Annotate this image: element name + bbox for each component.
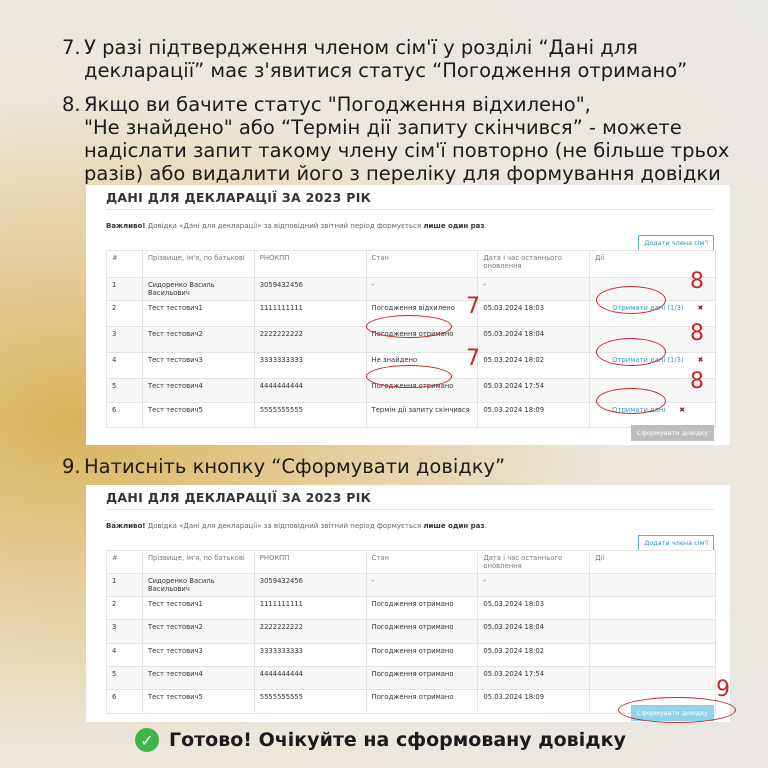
column-header: # [107, 551, 143, 574]
warning-emphasis: лише один раз [423, 222, 485, 230]
member-rnokpp: 2222222222 [254, 327, 366, 353]
row-number: 1 [107, 574, 143, 597]
annotation-number: 8 [690, 269, 704, 294]
member-status: Погодження отримано [366, 327, 478, 353]
member-rnokpp: 3059432456 [254, 574, 366, 597]
warning-text [106, 222, 487, 230]
last-update: - [478, 278, 590, 301]
table-row [107, 667, 716, 690]
add-family-member-button[interactable]: Додати члена сім'ї [638, 235, 714, 251]
row-number: 4 [107, 644, 143, 667]
divider [106, 209, 714, 210]
delete-icon[interactable]: ✖ [697, 356, 704, 364]
get-data-link[interactable]: Отримати дані (1/3) [612, 356, 684, 364]
table-row [107, 574, 716, 597]
member-name: Тест тестович4 [142, 667, 254, 690]
generate-certificate-button[interactable]: Сформувати довідку [631, 705, 714, 721]
delete-icon[interactable]: ✖ [697, 304, 704, 312]
annotation-number: 8 [690, 321, 704, 346]
add-family-member-button[interactable]: Додати члена сім'ї [638, 535, 714, 551]
divider [106, 509, 714, 510]
step-text: "Не знайдено" або “Термін дії запиту скінчився” - можете [84, 116, 682, 139]
member-rnokpp: 5555555555 [254, 403, 366, 428]
member-status: Погодження отримано [366, 667, 478, 690]
warning-text [106, 522, 487, 530]
member-status: Погодження отримано [366, 620, 478, 644]
step-8 [62, 93, 729, 185]
member-name: Сидоренко Василь Васильович [142, 278, 254, 301]
last-update: 05.03.2024 18:02 [478, 644, 590, 667]
warning-label: Важливо! [106, 522, 146, 530]
member-rnokpp: 2222222222 [254, 620, 366, 644]
annotation-number: 9 [716, 677, 730, 702]
column-header: # [107, 251, 143, 278]
actions-cell [590, 644, 716, 667]
step-number: 8. [62, 93, 81, 116]
column-header: Дата і час останнього оновлення [478, 251, 590, 278]
member-rnokpp: 3333333333 [254, 644, 366, 667]
row-number: 6 [107, 403, 143, 428]
step-number: 7. [62, 36, 81, 59]
last-update: 05.03.2024 18:09 [478, 403, 590, 428]
row-number: 2 [107, 301, 143, 327]
column-header: Стан [366, 551, 478, 574]
last-update: 05.03.2024 17:54 [478, 379, 590, 403]
row-number: 6 [107, 690, 143, 714]
annotation-number: 7 [466, 294, 480, 319]
actions-cell [590, 667, 716, 690]
last-update: - [478, 574, 590, 597]
annotation-ellipse [596, 286, 666, 314]
last-update: 05.03.2024 18:03 [478, 597, 590, 620]
row-number: 3 [107, 620, 143, 644]
member-name: Тест тестович1 [142, 597, 254, 620]
row-number: 1 [107, 278, 143, 301]
step-text: декларації” має з'явитися статус “Погодження отримано” [84, 59, 688, 82]
panel-title: ДАНІ ДЛЯ ДЕКЛАРАЦІЇ ЗА 2023 РІК [106, 190, 372, 205]
last-update: 05.03.2024 18:09 [478, 690, 590, 714]
family-table [106, 550, 716, 714]
step-text: Якщо ви бачите статус "Погодження відхилено", [84, 93, 591, 116]
row-number: 5 [107, 667, 143, 690]
last-update: 05.03.2024 18:04 [478, 327, 590, 353]
annotation-number: 7 [466, 346, 480, 371]
member-rnokpp: 5555555555 [254, 690, 366, 714]
step-text: разів) або видалити його з переліку для формування довідки [84, 162, 721, 185]
last-update: 05.03.2024 17:54 [478, 667, 590, 690]
annotation-ellipse [596, 388, 666, 414]
table-header [107, 551, 716, 574]
member-rnokpp: 1111111111 [254, 597, 366, 620]
member-rnokpp: 3059432456 [254, 278, 366, 301]
generate-certificate-button[interactable]: Сформувати довідку [631, 425, 714, 441]
get-data-link[interactable]: Отримати дані (1/3) [612, 304, 684, 312]
annotation-ellipse [596, 338, 666, 366]
member-status: Погодження отримано [366, 690, 478, 714]
column-header: Прізвище, ім'я, по батькові [142, 251, 254, 278]
panel-title: ДАНІ ДЛЯ ДЕКЛАРАЦІЇ ЗА 2023 РІК [106, 490, 372, 505]
member-rnokpp: 4444444444 [254, 667, 366, 690]
column-header: Стан [366, 251, 478, 278]
member-status: Не знайдено [366, 353, 478, 379]
step-9 [62, 455, 505, 478]
check-circle-icon: ✓ [135, 728, 159, 752]
column-header: Дії [590, 251, 716, 278]
row-number: 3 [107, 327, 143, 353]
column-header: Дата і час останнього оновлення [478, 551, 590, 574]
member-status: Термін дії запиту скінчився [366, 403, 478, 428]
declaration-panel-before [86, 185, 730, 445]
annotation-ellipse [366, 365, 452, 388]
warning-emphasis: лише один раз [423, 522, 485, 530]
row-number: 5 [107, 379, 143, 403]
member-name: Тест тестович2 [142, 620, 254, 644]
warning-end: . [484, 222, 487, 230]
step-number: 9. [62, 455, 81, 478]
member-name: Тест тестович2 [142, 327, 254, 353]
member-name: Тест тестович4 [142, 379, 254, 403]
step-text: надіслати запит такому члену сім'ї повторно (не більше трьох [84, 139, 730, 162]
last-update: 05.03.2024 18:03 [478, 301, 590, 327]
step-text: У разі підтвердження членом сім'ї у розділі “Дані для [84, 36, 638, 59]
member-status: Погодження відхилено [366, 301, 478, 327]
warning-body: Довідка «Дані для декларації» за відповідний звітний період формується [145, 522, 424, 530]
actions-cell [590, 574, 716, 597]
last-update: 05.03.2024 18:04 [478, 620, 590, 644]
get-data-link[interactable]: Отримати дані [612, 406, 666, 414]
done-message [135, 728, 626, 752]
warning-label: Важливо! [106, 222, 146, 230]
member-rnokpp: 3333333333 [254, 353, 366, 379]
column-header: РНОКПП [254, 551, 366, 574]
step-7 [62, 36, 687, 82]
table-header [107, 251, 716, 278]
done-text: Готово! Очікуйте на сформовану довідку [169, 729, 626, 751]
column-header: Прізвище, ім'я, по батькові [142, 551, 254, 574]
table-row [107, 597, 716, 620]
member-status: - [366, 278, 478, 301]
annotation-ellipse [366, 315, 452, 338]
member-rnokpp: 1111111111 [254, 301, 366, 327]
member-name: Тест тестович1 [142, 301, 254, 327]
delete-icon[interactable]: ✖ [679, 406, 685, 414]
table-row [107, 620, 716, 644]
member-status: Погодження отримано [366, 597, 478, 620]
member-status: - [366, 574, 478, 597]
actions-cell [590, 620, 716, 644]
actions-cell [590, 597, 716, 620]
row-number: 4 [107, 353, 143, 379]
member-name: Тест тестович3 [142, 353, 254, 379]
table-row [107, 644, 716, 667]
warning-body: Довідка «Дані для декларації» за відповідний звітний період формується [145, 222, 424, 230]
last-update: 05.03.2024 18:02 [478, 353, 590, 379]
member-name: Сидоренко Василь Васильович [142, 574, 254, 597]
step-text: Натисніть кнопку “Сформувати довідку” [84, 455, 506, 478]
column-header: Дії [590, 551, 716, 574]
annotation-number: 8 [690, 369, 704, 394]
declaration-panel-after [86, 485, 730, 722]
member-name: Тест тестович3 [142, 644, 254, 667]
warning-end: . [484, 522, 487, 530]
member-status: Погодження отримано [366, 379, 478, 403]
row-number: 2 [107, 597, 143, 620]
member-name: Тест тестович5 [142, 403, 254, 428]
member-name: Тест тестович5 [142, 690, 254, 714]
member-rnokpp: 4444444444 [254, 379, 366, 403]
column-header: РНОКПП [254, 251, 366, 278]
member-status: Погодження отримано [366, 644, 478, 667]
